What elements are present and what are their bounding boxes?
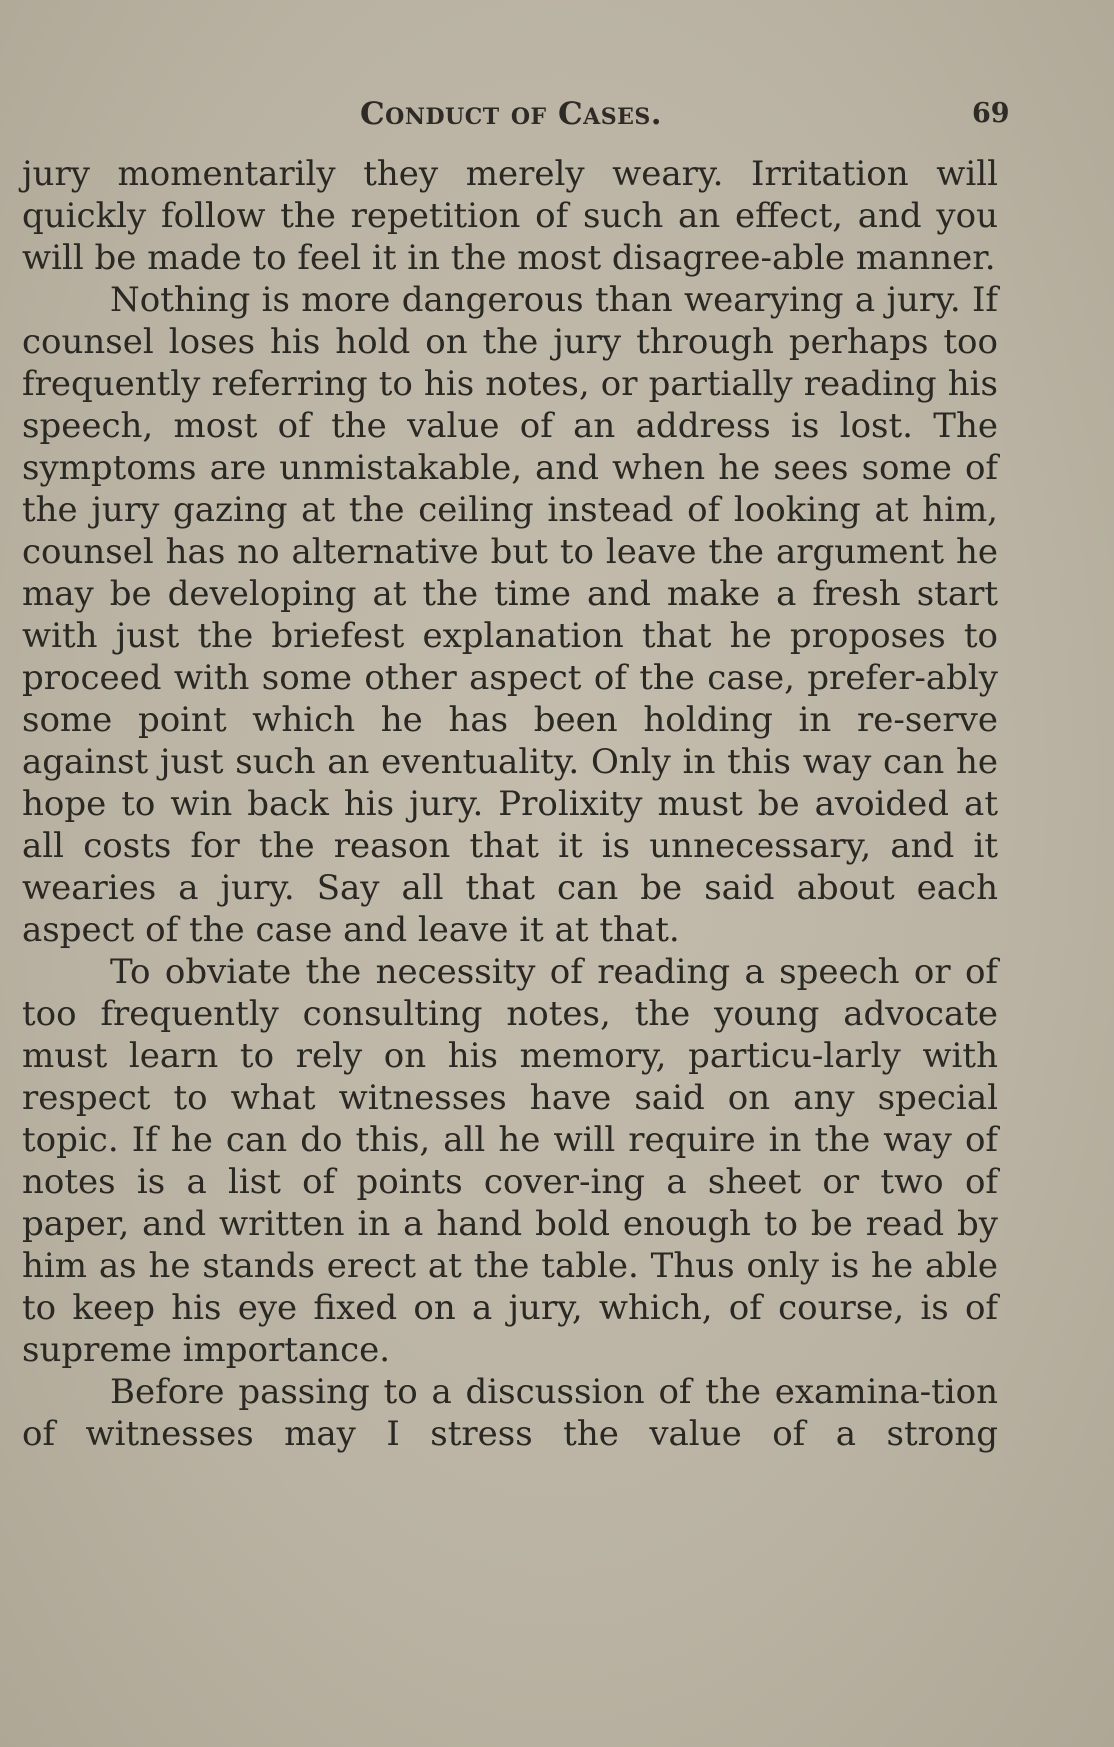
paragraph-examination-start: Before passing to a discussion of the examina-tion of witnesses may I stress the value of a strong — [22, 1372, 998, 1454]
running-header — [0, 96, 1114, 136]
paragraph-wearying-jury: Nothing is more dangerous than wearying a jury. If counsel loses his hold on the jury through perhaps too frequently referring to his notes, or partially reading his speech, most of the value of an address is lost. The symptoms are unmistakable, and when he sees some of the jury gazing at the ceiling instead of looking at him, counsel has no alternative but to leave the argument he may be developing at the time and make a fresh start with just the briefest explanation that he proposes to proceed with some other aspect of the case, prefer-ably some point which he has been holding in re-serve against just such an eventuality. Only in this way can he hope to win back his jury. Prolixity must be avoided at all costs for the reason that it is unnecessary, and it wearies a jury. Say all that can be said about each aspect of the case and leave it at that. — [22, 280, 998, 950]
chapter-running-title: Conduct of Cases. — [360, 96, 663, 132]
paragraph-continued: jury momentarily they merely weary. Irritation will quickly follow the repetition of such an effect, and you will be made to feel it in the most disagree-able manner. — [22, 154, 998, 278]
body-text — [22, 153, 998, 1455]
paragraph-memory: To obviate the necessity of reading a speech or of too frequently consulting notes, the young advocate must learn to rely on his memory, particu-larly with respect to what witnesses have said on any special topic. If he can do this, all he will require in the way of notes is a list of points cover-ing a sheet or two of paper, and written in a hand bold enough to be read by him as he stands erect at the table. Thus only is he able to keep his eye fixed on a jury, which, of course, is of supreme importance. — [22, 952, 998, 1370]
page-number: 69 — [972, 98, 1010, 129]
